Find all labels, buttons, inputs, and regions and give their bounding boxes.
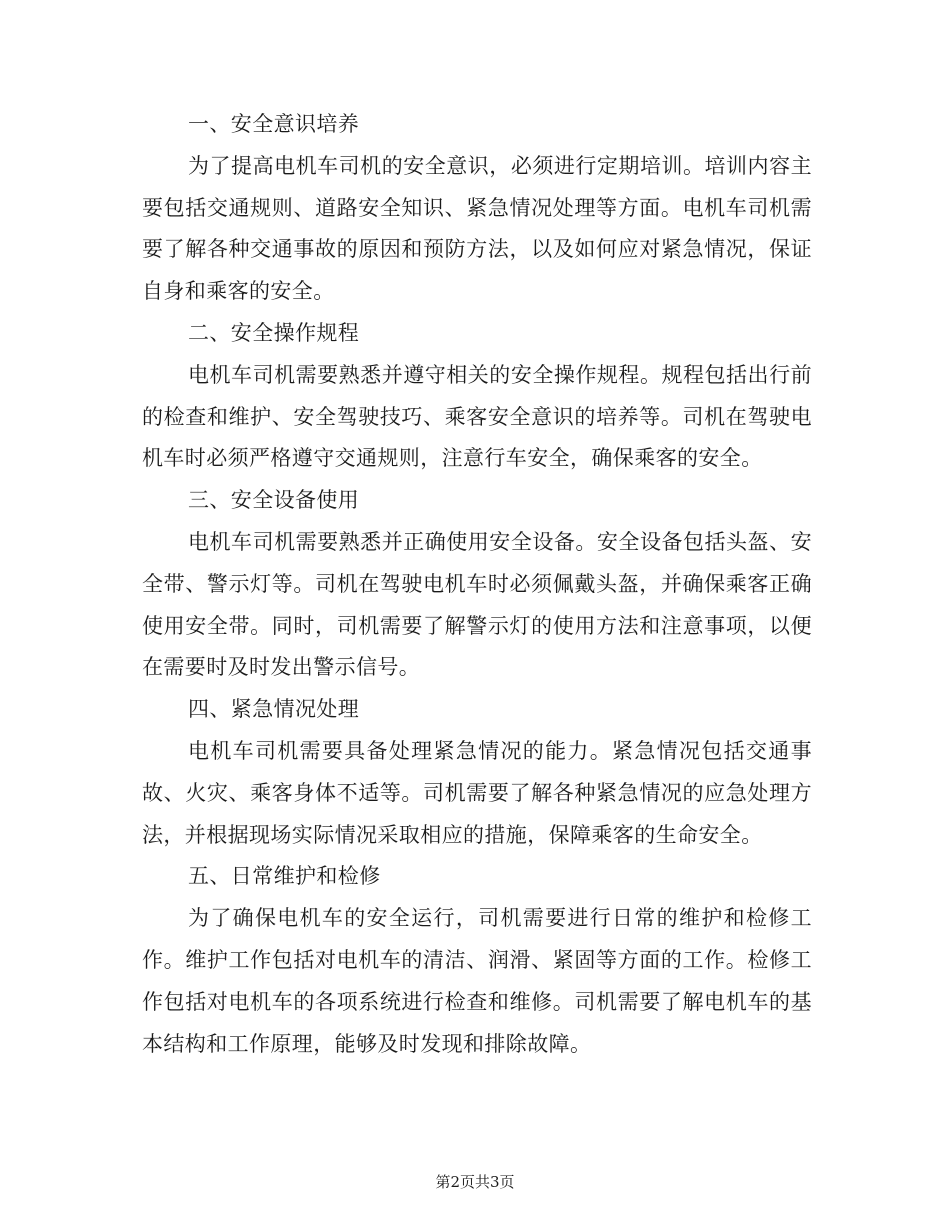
section-heading-3: 三、安全设备使用 [188, 488, 360, 513]
section-paragraph-2: 电机车司机需要熟悉并遵守相关的安全操作规程。规程包括出行前的检查和维护、安全驾驶技巧、乘客安全意识的培养等。司机在驾驶电机车时必须严格遵守交通规则，注意行车安全，确保乘客的安全。 [142, 362, 812, 471]
section-heading-5: 五、日常维护和检修 [188, 864, 381, 889]
section-paragraph-1: 为了提高电机车司机的安全意识，必须进行定期培训。培训内容主要包括交通规则、道路安全知识、紧急情况处理等方面。电机车司机需要了解各种交通事故的原因和预防方法，以及如何应对紧急情况，保证自身和乘客的安全。 [142, 153, 812, 304]
page-number-footer: 第2页共3页 [435, 1173, 515, 1191]
section-heading-4: 四、紧急情况处理 [188, 697, 360, 722]
document-body [142, 104, 812, 1065]
section-heading-1: 一、安全意识培养 [188, 112, 360, 136]
section-paragraph-4: 电机车司机需要具备处理紧急情况的能力。紧急情况包括交通事故、火灾、乘客身体不适等。司机需要了解各种紧急情况的应急处理方法，并根据现场实际情况采取相应的措施，保障乘客的生命安全。 [142, 738, 812, 847]
section-paragraph-5: 为了确保电机车的安全运行，司机需要进行日常的维护和检修工作。维护工作包括对电机车的清洁、润滑、紧固等方面的工作。检修工作包括对电机车的各项系统进行检查和维修。司机需要了解电机车的基本结构和工作原理，能够及时发现和排除故障。 [142, 906, 812, 1056]
section-paragraph-3: 电机车司机需要熟悉并正确使用安全设备。安全设备包括头盔、安全带、警示灯等。司机在驾驶电机车时必须佩戴头盔，并确保乘客正确使用安全带。同时，司机需要了解警示灯的使用方法和注意事项，以便在需要时及时发出警示信号。 [142, 529, 812, 680]
section-heading-2: 二、安全操作规程 [188, 320, 360, 345]
